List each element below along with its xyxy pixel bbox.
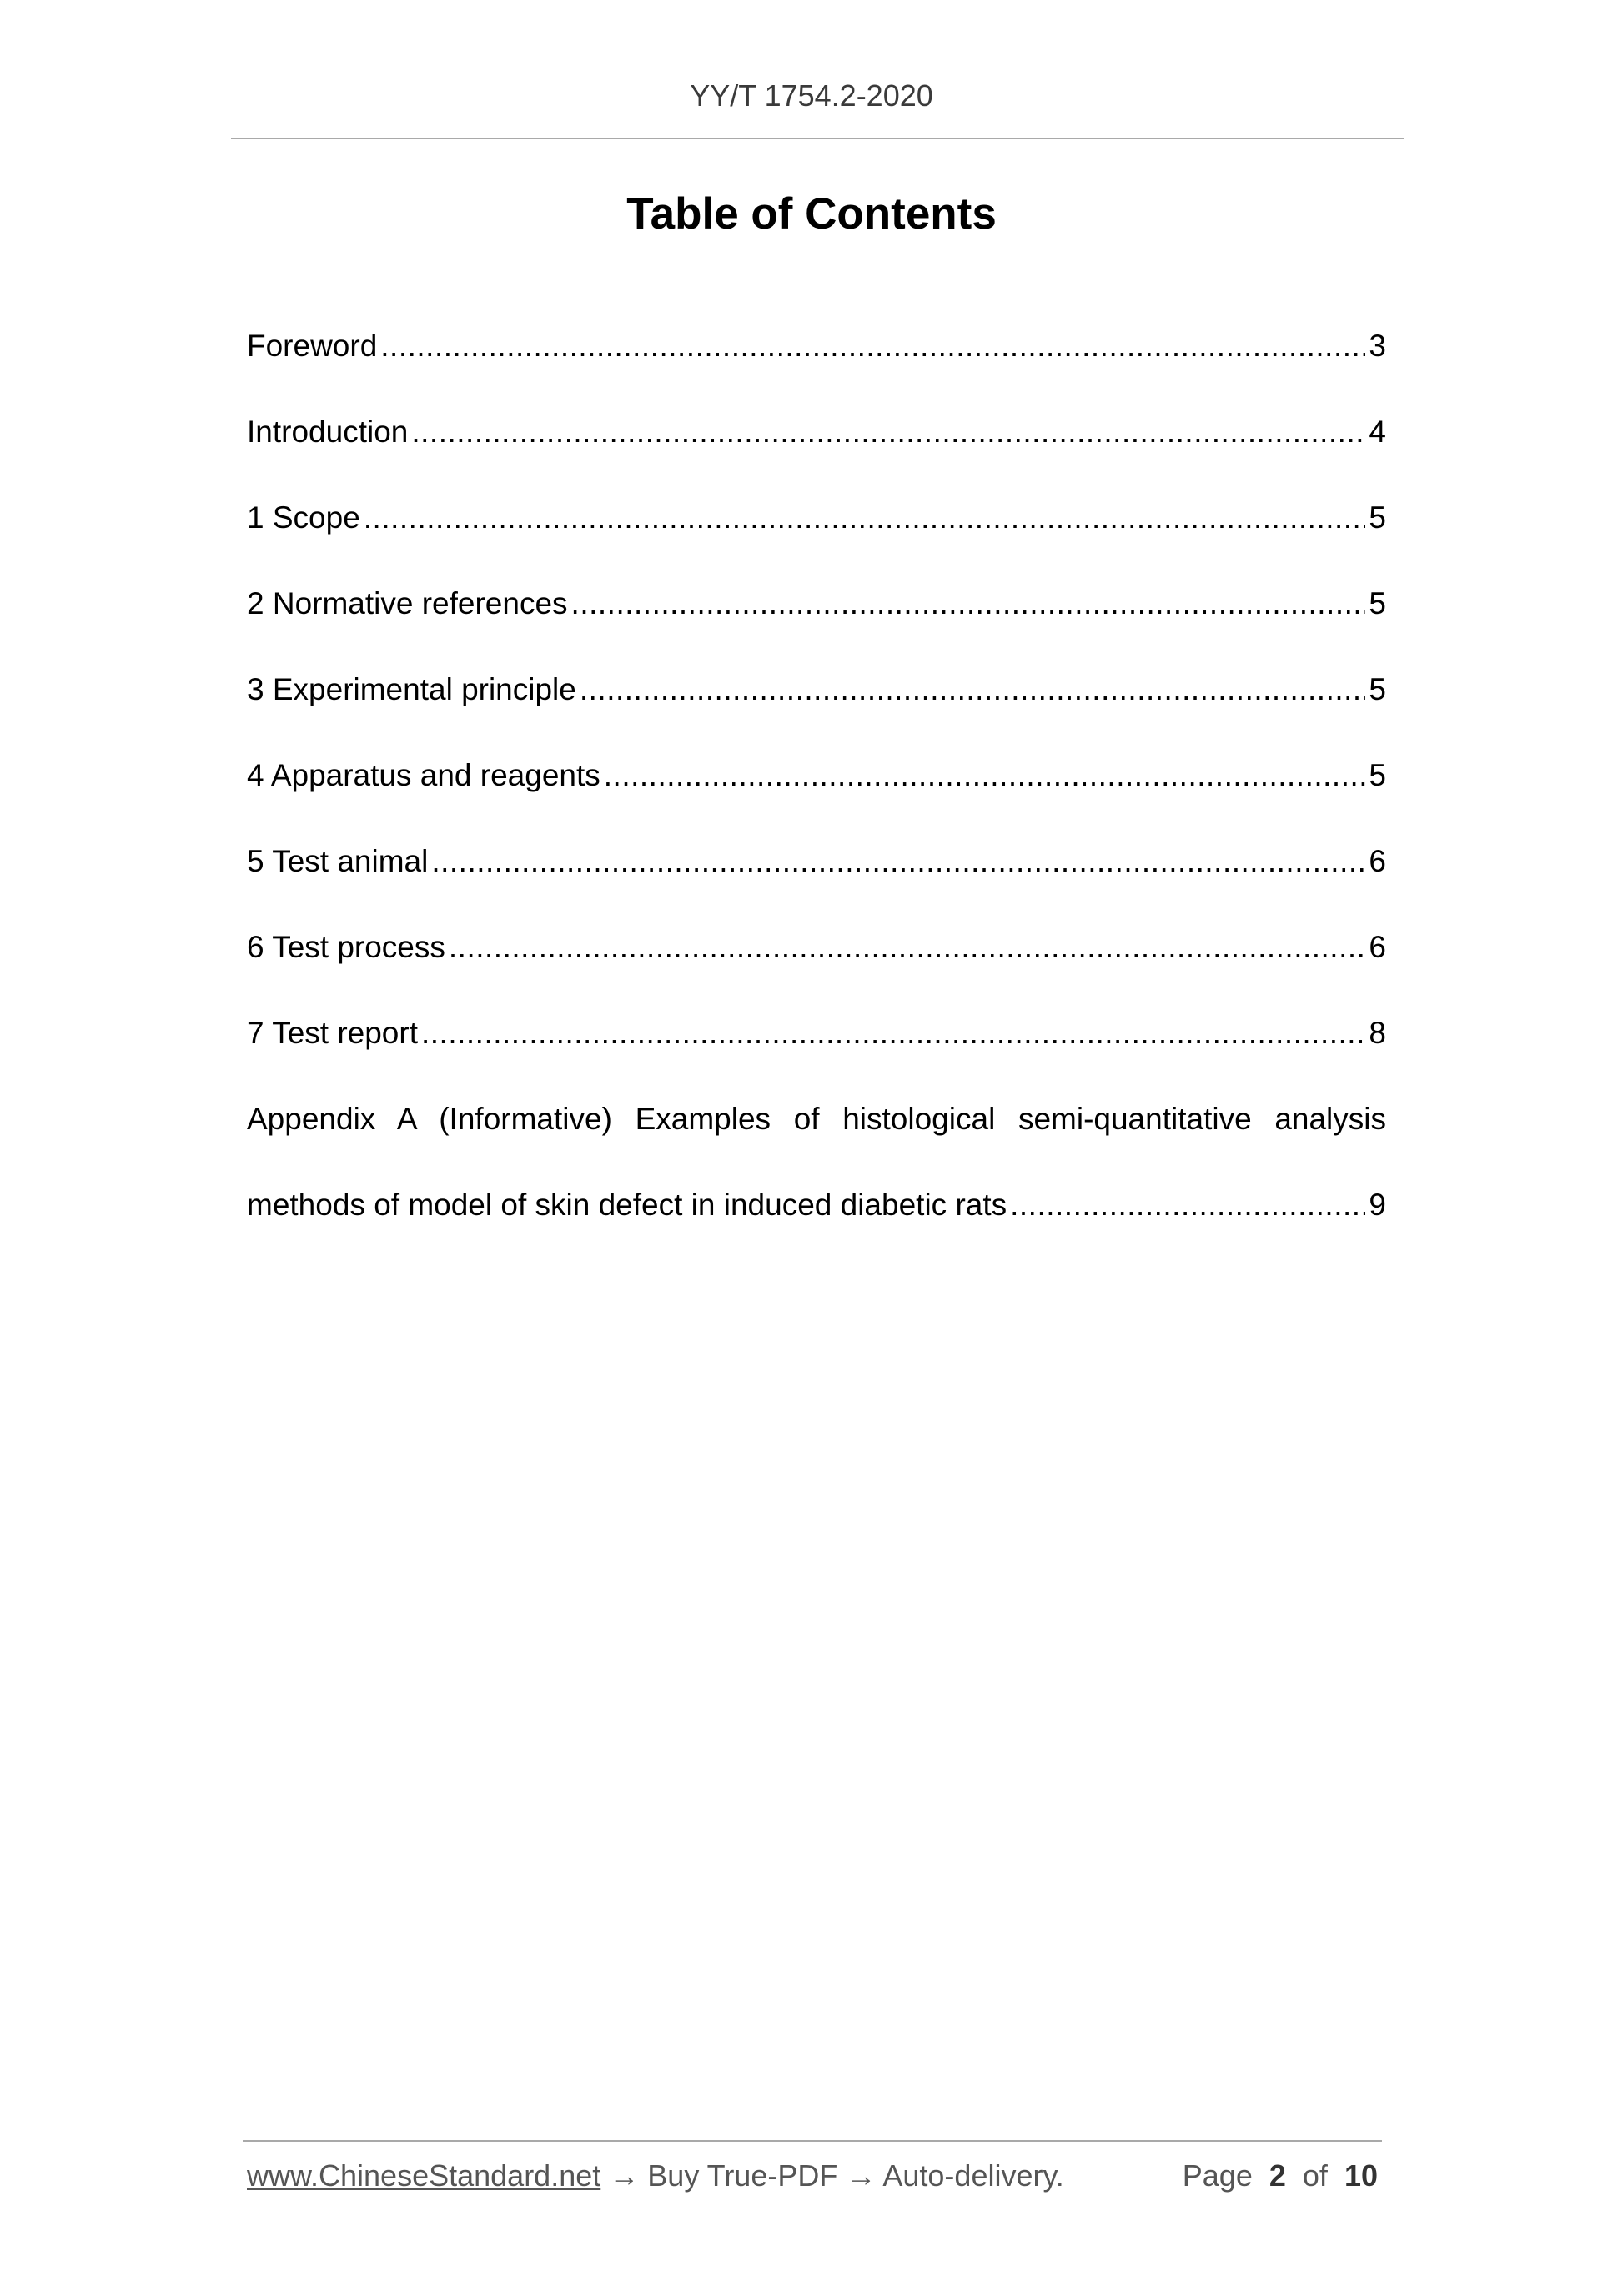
toc-dot-leader	[431, 832, 1365, 891]
toc-entry-apparatus-and-reagents[interactable]	[247, 746, 1386, 832]
toc-entry-page: 8	[1369, 1016, 1386, 1050]
toc-entry-test-process[interactable]	[247, 918, 1386, 1004]
toc-dot-leader	[580, 661, 1366, 719]
page-title: Table of Contents	[626, 189, 997, 239]
toc-entry-page: 5	[1369, 500, 1386, 535]
toc-entry-foreword[interactable]	[247, 317, 1386, 403]
footer-promo	[247, 2158, 1064, 2193]
toc-dot-leader	[421, 1004, 1365, 1063]
toc-entry-page: 6	[1369, 844, 1386, 878]
toc-entry-label: Introduction	[247, 414, 409, 449]
website-link[interactable]: www.ChineseStandard.net	[247, 2158, 601, 2193]
toc-entry-page: 3	[1369, 329, 1386, 363]
toc-dot-leader	[380, 317, 1365, 375]
toc-entry-label: 4 Apparatus and reagents	[247, 758, 600, 792]
toc-dot-leader	[604, 746, 1366, 805]
toc-entry-label: 2 Normative references	[247, 586, 568, 620]
toc-entry-scope[interactable]	[247, 489, 1386, 575]
header-divider	[231, 138, 1404, 139]
toc-entry-label-line2: methods of model of skin defect in induced diabetic rats	[247, 1188, 1007, 1222]
footer-buy-text: Buy True-PDF	[647, 2158, 838, 2193]
toc-dot-leader	[1010, 1176, 1365, 1234]
toc-entry-appendix-a[interactable]	[247, 1090, 1386, 1262]
page-word: Page	[1182, 2158, 1253, 2193]
toc-entry-page: 6	[1369, 930, 1386, 964]
table-of-contents	[247, 317, 1386, 1262]
toc-entry-page: 4	[1369, 414, 1386, 449]
page-current: 2	[1269, 2158, 1286, 2193]
toc-dot-leader	[411, 403, 1365, 461]
toc-entry-page: 5	[1369, 586, 1386, 620]
footer-delivery-text: Auto-delivery.	[882, 2158, 1064, 2193]
toc-entry-label-line1: Appendix A (Informative) Examples of histological semi-quantitative analysis	[247, 1102, 1386, 1136]
toc-entry-test-report[interactable]	[247, 1004, 1386, 1090]
toc-entry-label: 3 Experimental principle	[247, 672, 576, 706]
toc-dot-leader	[364, 489, 1366, 547]
arrow-right-icon: →	[846, 2158, 877, 2193]
toc-entry-experimental-principle[interactable]	[247, 661, 1386, 746]
toc-entry-introduction[interactable]	[247, 403, 1386, 489]
of-word: of	[1302, 2158, 1328, 2193]
page-total: 10	[1344, 2158, 1378, 2193]
toc-entry-page: 5	[1369, 672, 1386, 706]
toc-dot-leader	[571, 575, 1366, 633]
toc-entry-label: 5 Test animal	[247, 844, 429, 878]
page-number	[1183, 2158, 1378, 2193]
toc-entry-label: 6 Test process	[247, 930, 445, 964]
toc-entry-label: 7 Test report	[247, 1016, 418, 1050]
toc-entry-normative-references[interactable]	[247, 575, 1386, 661]
toc-entry-test-animal[interactable]	[247, 832, 1386, 918]
toc-entry-page: 5	[1369, 758, 1386, 792]
page-footer	[247, 2158, 1378, 2200]
toc-entry-appendix-line2	[247, 1176, 1386, 1262]
toc-dot-leader	[449, 918, 1366, 977]
toc-entry-page: 9	[1369, 1188, 1386, 1222]
toc-entry-label: 1 Scope	[247, 500, 360, 535]
footer-divider	[243, 2140, 1382, 2142]
arrow-right-icon: →	[609, 2158, 640, 2193]
toc-entry-label: Foreword	[247, 329, 378, 363]
document-code-header: YY/T 1754.2-2020	[690, 78, 933, 113]
